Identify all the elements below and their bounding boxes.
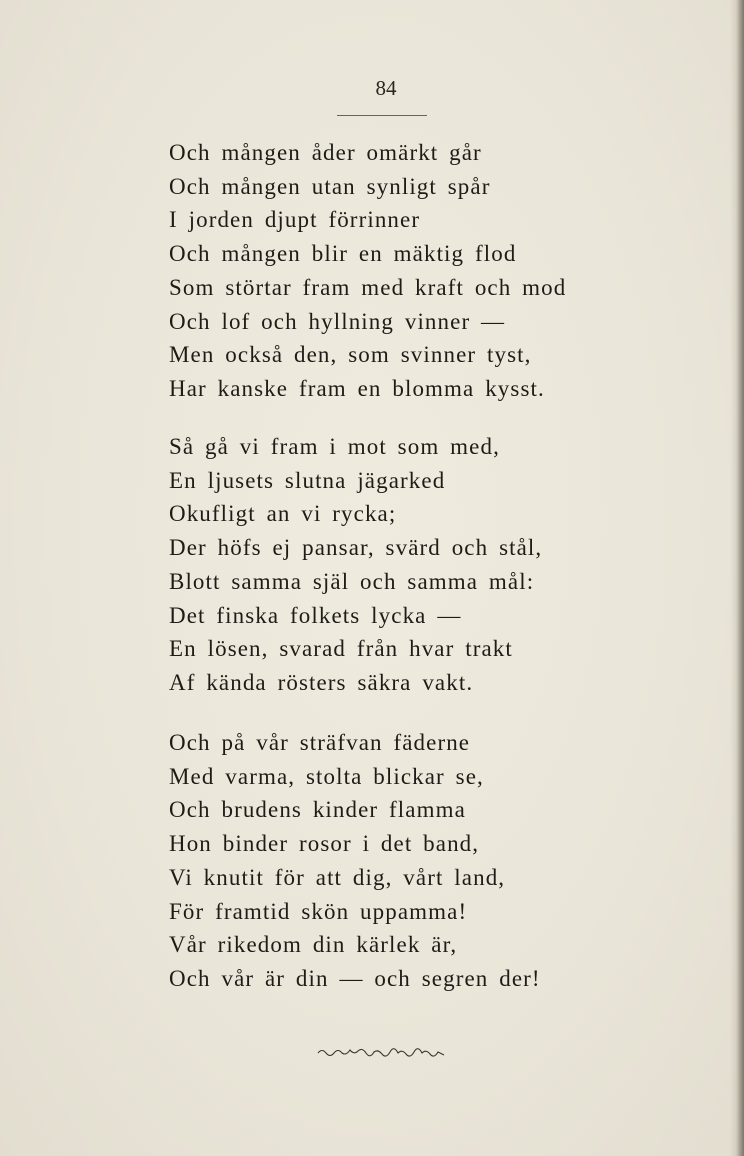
stanza-2 <box>169 430 542 700</box>
verse-line: Med varma, stolta blickar se, <box>169 763 484 789</box>
tailpiece-ornament-icon <box>316 1046 446 1058</box>
verse-line: Men också den, som svinner tyst, <box>169 342 532 368</box>
header-rule <box>337 115 427 116</box>
verse-line: Af kända rösters säkra vakt. <box>169 669 474 695</box>
verse-line: Och mången utan synligt spår <box>169 173 491 199</box>
verse-line: Så gå vi fram i mot som med, <box>169 434 500 459</box>
verse-line: Okufligt an vi rycka; <box>169 501 397 527</box>
verse-line: Der höfs ej pansar, svärd och stål, <box>169 535 543 561</box>
verse-line: Vår rikedom din kärlek är, <box>169 932 458 958</box>
verse-line: Hon binder rosor i det band, <box>169 831 480 857</box>
verse-line: Och på vår sträfvan fäderne <box>169 730 471 755</box>
verse-line: Och lof och hyllning vinner — <box>169 308 506 334</box>
verse-line: Och mången åder omärkt går <box>169 140 482 165</box>
page-number: 84 <box>375 76 397 100</box>
verse-line: Och vår är din — och segren der! <box>169 965 541 991</box>
verse-line: Vi knutit för att dig, vårt land, <box>169 864 506 890</box>
verse-line: En lösen, svarad från hvar trakt <box>169 636 513 662</box>
verse-line: Som störtar fram med kraft och mod <box>169 274 567 300</box>
verse-line: Och brudens kinder flamma <box>169 797 466 823</box>
verse-line: För framtid skön uppamma! <box>169 898 468 924</box>
verse-line: I jorden djupt förrinner <box>169 207 421 233</box>
verse-line: En ljusets slutna jägarked <box>169 467 446 493</box>
stanza-1 <box>169 136 566 406</box>
verse-line: Och mången blir en mäktig flod <box>169 241 517 267</box>
stanza-3 <box>169 726 541 996</box>
verse-line: Det finska folkets lycka — <box>169 602 462 628</box>
page-edge-shadow <box>736 0 744 1156</box>
verse-line: Blott samma själ och samma mål: <box>169 568 535 594</box>
verse-line: Har kanske fram en blomma kysst. <box>169 375 545 401</box>
